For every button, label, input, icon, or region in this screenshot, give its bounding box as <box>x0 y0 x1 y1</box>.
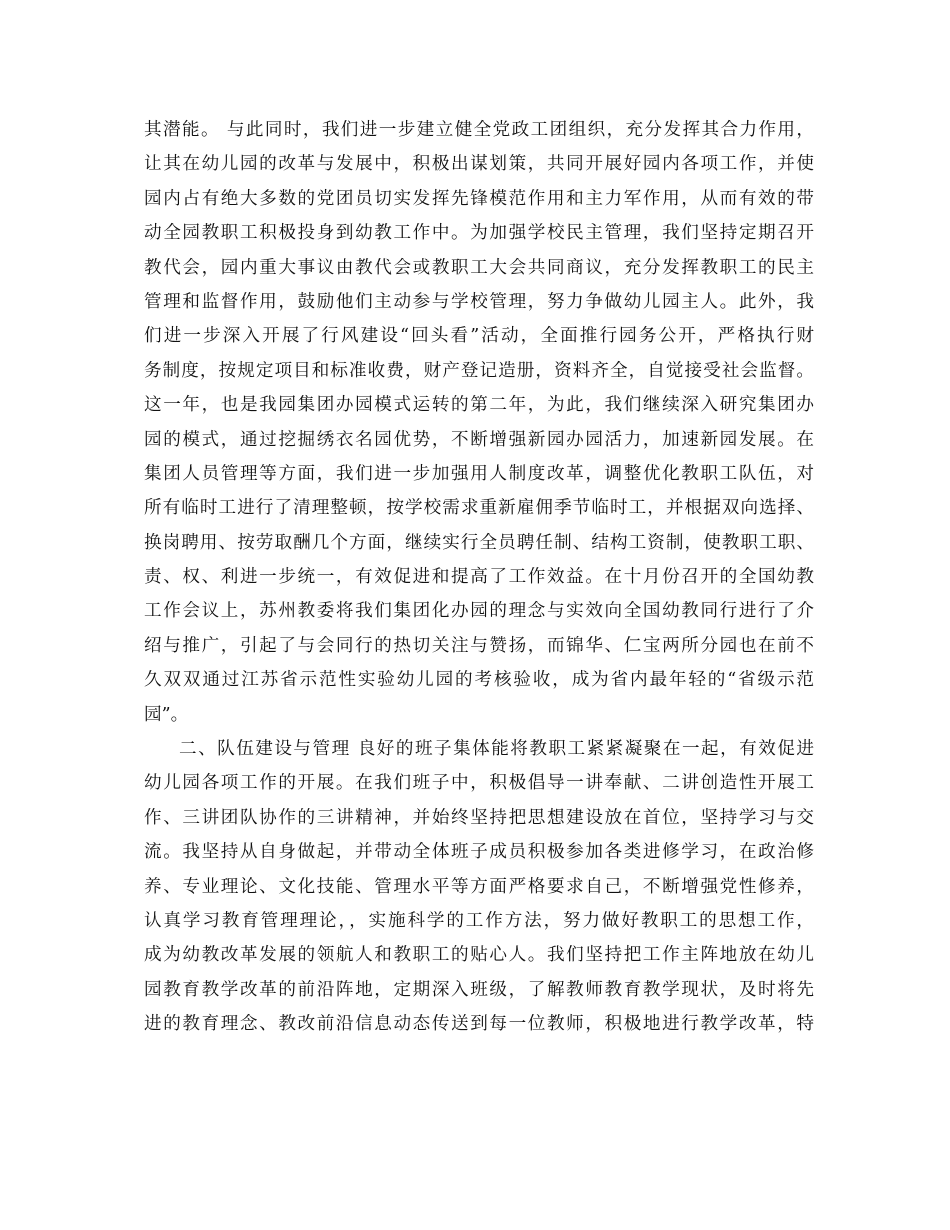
text-line: 让其在幼儿园的改革与发展中，积极出谋划策，共同开展好园内各项工作，并使 <box>144 154 814 175</box>
text-line: 集团人员管理等方面，我们进一步加强用人制度改革，调整优化教职工队伍，对 <box>144 463 814 484</box>
text-line: 们进一步深入开展了行风建设“回头看”活动，全面推行园务公开，严格执行财 <box>144 326 814 347</box>
text-line: 管理和监督作用，鼓励他们主动参与学校管理，努力争做幼儿园主人。此外，我 <box>144 291 814 312</box>
text-line: 作、三讲团队协作的三讲精神，并始终坚持把思想建设放在首位，坚持学习与交 <box>144 807 814 828</box>
text-line: 幼儿园各项工作的开展。在我们班子中，积极倡导一讲奉献、二讲创造性开展工 <box>144 773 814 794</box>
text-line: 成为幼教改革发展的领航人和教职工的贴心人。我们坚持把工作主阵地放在幼儿 <box>144 945 814 966</box>
text-line: 动全园教职工积极投身到幼教工作中。为加强学校民主管理，我们坚持定期召开 <box>144 223 814 244</box>
text-line: 园的模式，通过挖掘绣衣名园优势，不断增强新园办园活力，加速新园发展。在 <box>144 429 814 450</box>
text-line: 教代会，园内重大事议由教代会或教职工大会共同商议，充分发挥教职工的民主 <box>144 257 814 278</box>
text-line: 认真学习教育管理理论，，实施科学的工作方法，努力做好教职工的思想工作， <box>144 910 814 931</box>
text-line: 二、队伍建设与管理 良好的班子集体能将教职工紧紧凝聚在一起，有效促进 <box>179 739 814 760</box>
text-line: 绍与推广，引起了与会同行的热切关注与赞扬，而锦华、仁宝两所分园也在前不 <box>144 635 814 656</box>
text-line: 流。我坚持从自身做起，并带动全体班子成员积极参加各类进修学习，在政治修 <box>144 842 814 863</box>
text-line: 所有临时工进行了清理整顿，按学校需求重新雇佣季节临时工，并根据双向选择、 <box>144 498 814 519</box>
text-line: 园内占有绝大多数的党团员切实发挥先锋模范作用和主力军作用，从而有效的带 <box>144 188 814 209</box>
text-line: 其潜能。 与此同时，我们进一步建立健全党政工团组织，充分发挥其合力作用， <box>144 120 814 140</box>
text-line: 进的教育理念、教改前沿信息动态传送到每一位教师，积极地进行教学改革，特 <box>144 1014 814 1035</box>
text-line: 久双双通过江苏省示范性实验幼儿园的考核验收，成为省内最年轻的“省级示范 <box>144 670 814 691</box>
text-line: 养、专业理论、文化技能、管理水平等方面严格要求自己，不断增强党性修养， <box>144 876 814 897</box>
text-line: 换岗聘用、按劳取酬几个方面，继续实行全员聘任制、结构工资制，使教职工职、 <box>144 532 814 553</box>
text-line: 园教育教学改革的前沿阵地，定期深入班级，了解教师教育教学现状，及时将先 <box>144 979 814 1000</box>
body-text <box>144 113 814 1042</box>
text-line: 这一年，也是我园集团办园模式运转的第二年，为此，我们继续深入研究集团办 <box>144 395 814 416</box>
text-line: 园”。 <box>144 704 189 725</box>
text-line: 务制度，按规定项目和标准收费，财产登记造册，资料齐全，自觉接受社会监督。 <box>144 360 814 381</box>
text-line: 工作会议上，苏州教委将我们集团化办园的理念与实效向全国幼教同行进行了介 <box>144 601 814 622</box>
text-line: 责、权、利进一步统一，有效促进和提高了工作效益。在十月份召开的全国幼教 <box>144 567 814 588</box>
